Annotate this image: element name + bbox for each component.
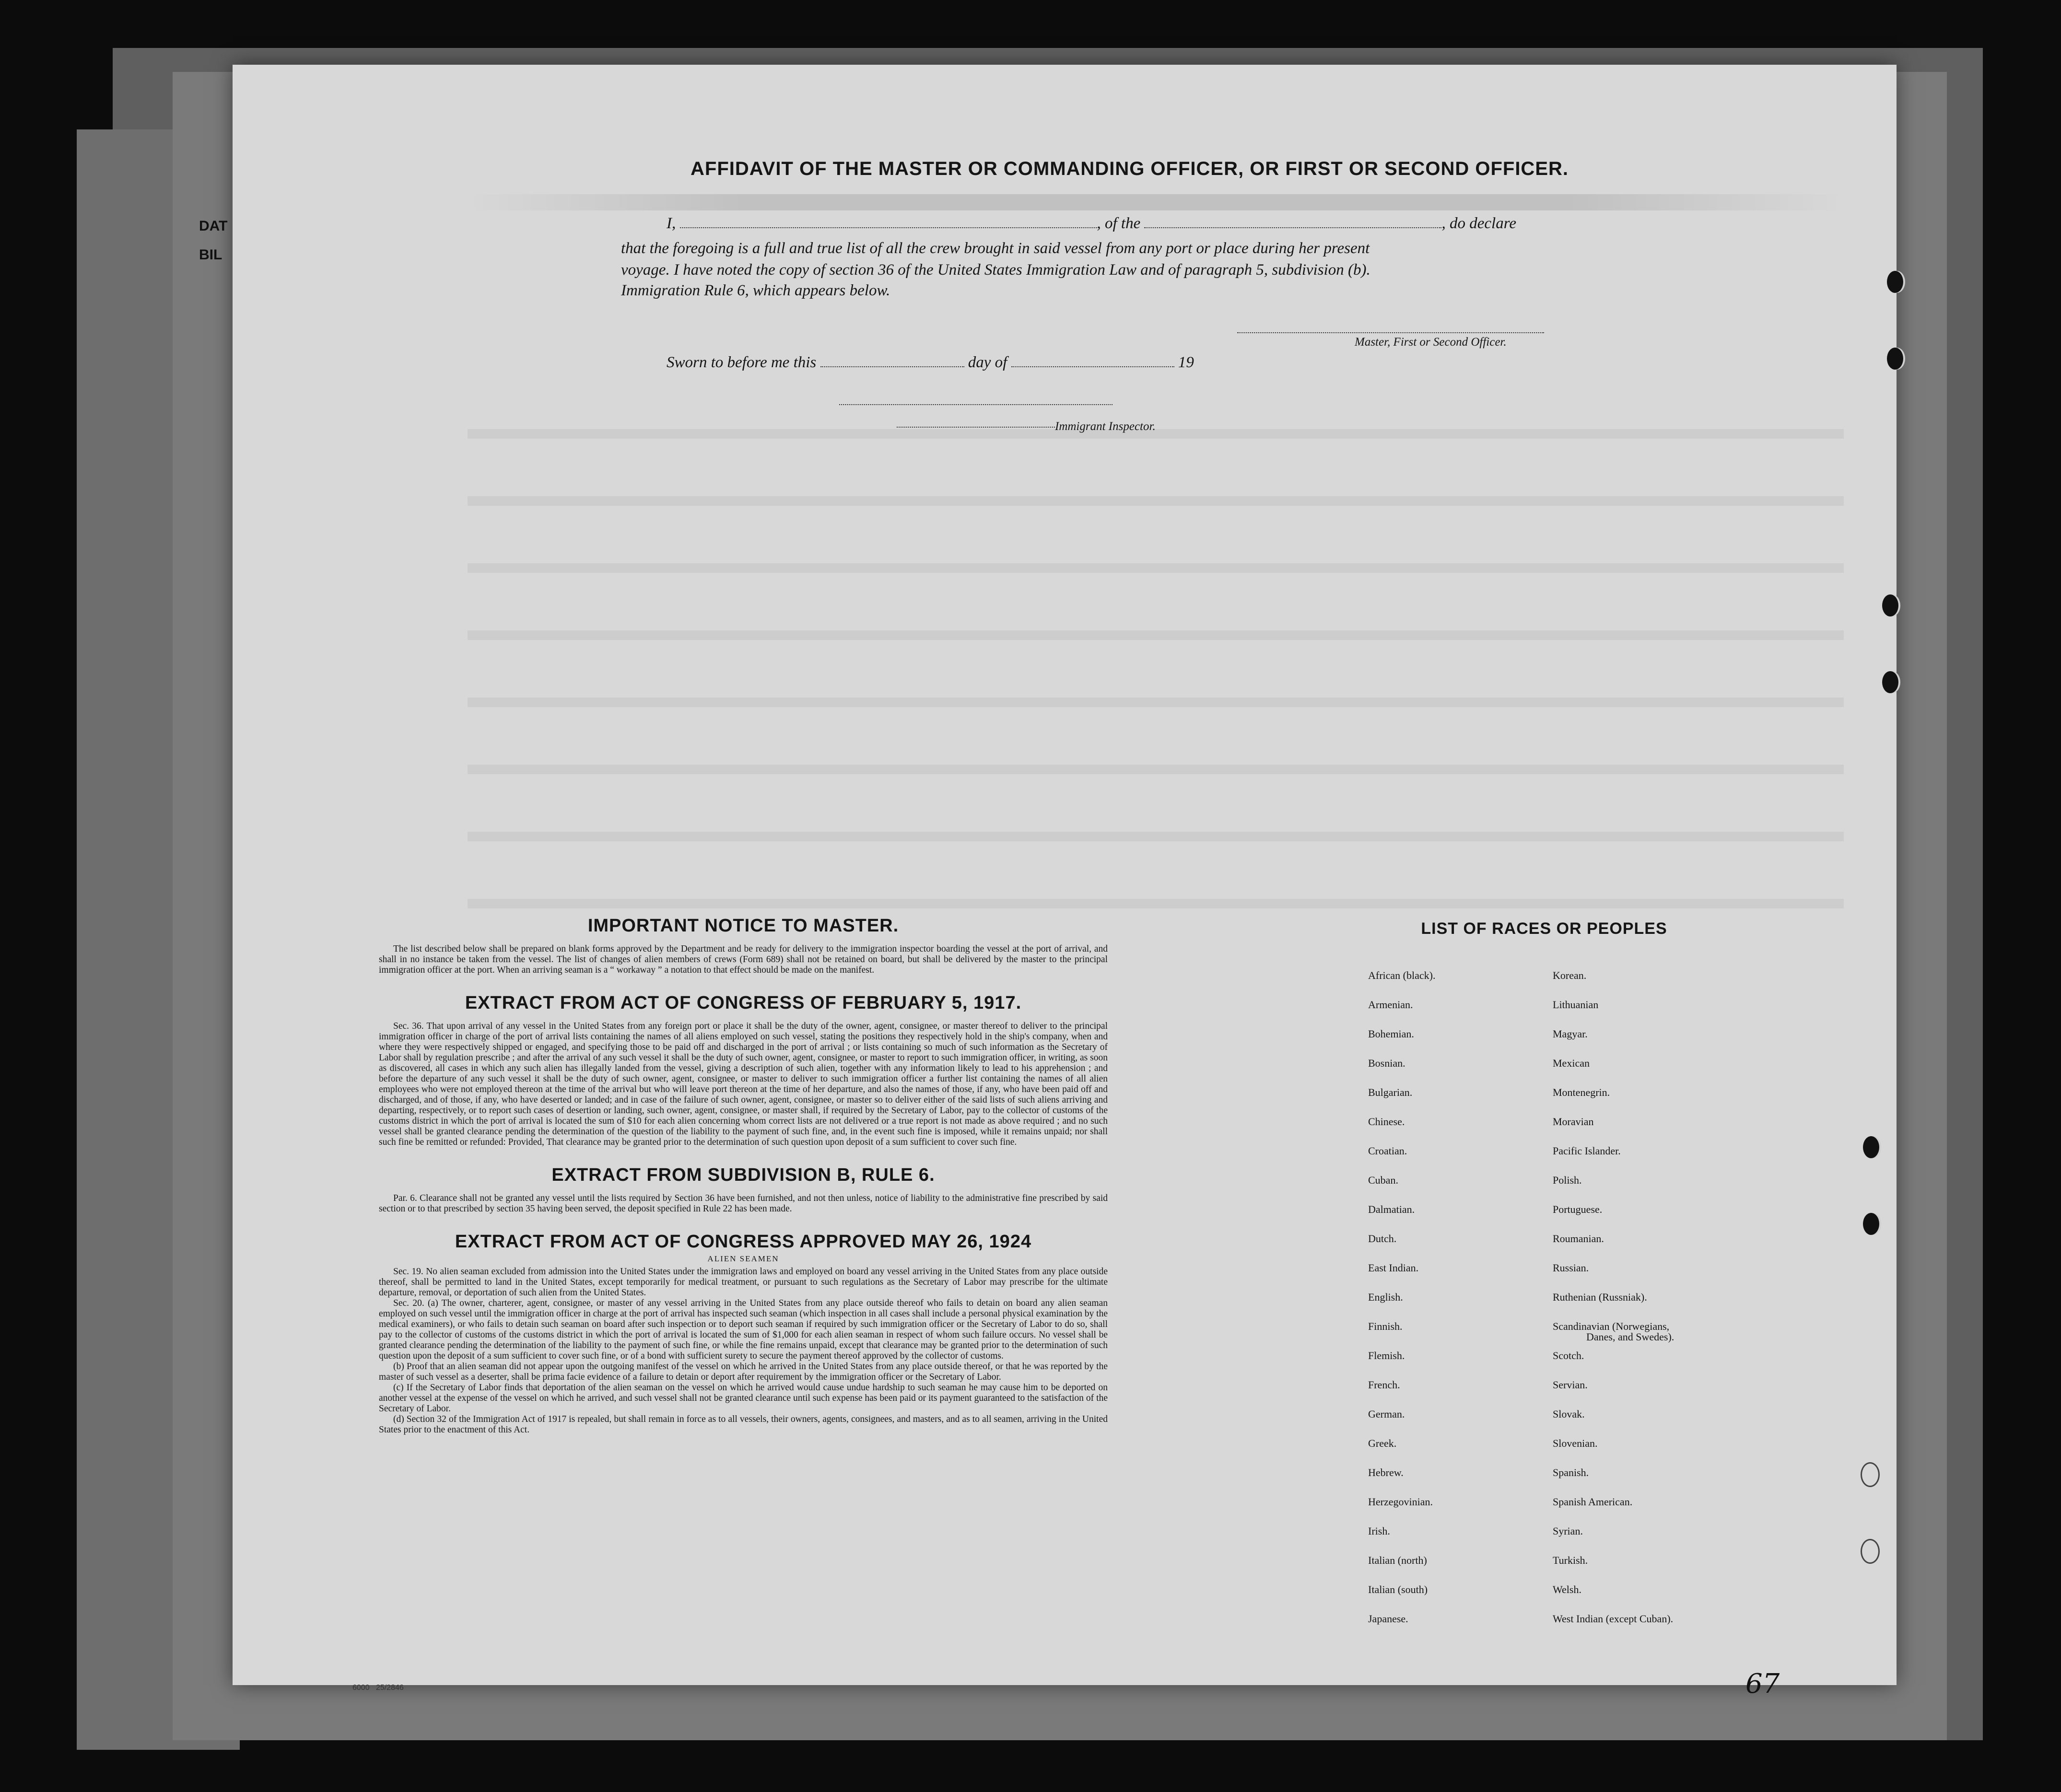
race-item — [1368, 1000, 1435, 1029]
race-name: Mexican — [1553, 1057, 1590, 1069]
form-number-value: 6000 — [352, 1684, 370, 1692]
race-name: Welsh. — [1553, 1583, 1581, 1595]
race-item — [1553, 1204, 1674, 1233]
race-item — [1553, 1614, 1674, 1643]
race-item — [1368, 1438, 1435, 1467]
race-item — [1553, 1117, 1674, 1146]
inspector-caption: Immigrant Inspector. — [1055, 420, 1156, 433]
race-item — [1368, 1380, 1435, 1409]
race-item — [1553, 1526, 1674, 1555]
race-item — [1368, 1584, 1435, 1614]
notice-body: The list described below shall be prepared on blank forms approved by the Department and be ready for delivery to the immigration inspector boarding the vessel at the port of arrival, and shall in no instance be taken from the vessel. The list of changes of alien members of crews (Form 689) shall not be retained on board, but shall be delivered by the master to the principal immigration officer at the port. When an arriving seaman is a “ workaway ” a notation to that effect should be made on the manifest. — [379, 944, 1108, 975]
bleed-through-band — [468, 429, 1844, 439]
race-name: Cuban. — [1368, 1174, 1398, 1186]
race-item — [1553, 1438, 1674, 1467]
extract-1924-sec19: Sec. 19. No alien seaman excluded from admission into the United States under the immigration laws and employed on board any vessel arriving in the United States from any place outside thereof, shall be permitted to land in the United States, except temporarily for medical treatment, or pursuant to such regulations as the Secretary of Labor may prescribe for the ultimate departure, removal, or deportation of such alien from the United States. — [379, 1267, 1108, 1298]
race-name: Armenian. — [1368, 999, 1413, 1011]
race-name: Korean. — [1553, 969, 1587, 981]
races-left-column — [1368, 970, 1435, 1643]
extract-1917-body: Sec. 36. That upon arrival of any vessel in the United States from any foreign port or place it shall be the duty of the owner, agent, consignee, or master thereof to deliver to the principal immigration officer in charge of the port of arrival lists containing the names of all aliens employed on such vessel, stating the positions they respectively hold in the ship's company, when and where they were respectively shipped or engaged, and specifying those to be paid off and discharged in the port of arrival ; or lists containing so much of such information as the Secretary of Labor shall by regulation prescribe ; and after the arrival of any such vessel it shall be the duty of such owner, agent, consignee, or master to report to such immigration officer, in writing, as soon as discovered, all cases in which any such alien has illegally landed from the vessel, giving a description of such alien, together with any information likely to lead to his apprehension ; and before the departure of any such vessel it shall be the duty of such owner, agent, consignee, or master to deliver to such immigration officer a further list containing the names of all alien employees who were not employed thereon at the time of the arrival but who will leave port thereon at the time of her departure, and also the names of those, if any, who have been paid off and discharged, and of those, if any, who have deserted or landed; and in case of the failure of such owner, agent, consignee, or master so to deliver either of the said lists of such aliens arriving and departing, respectively, or to report such cases of desertion or landing, such owner, agent, consignee, or master shall, if required by the Secretary of Labor, pay to the collector of customs of the customs district in which the port of arrival is located the sum of $10 for each alien concerning whom correct lists are not delivered or a true report is not made as above required ; and no such vessel shall be granted clearance pending the determination of the question of the liability to the payment of such fine, and, in the event such fine is imposed, while it remains unpaid; nor shall such fine be remitted or refunded: Provided, That clearance may be granted prior to the determination of such question upon deposit of a sum sufficient to cover such fine. — [379, 1021, 1108, 1147]
race-name: Bohemian. — [1368, 1028, 1414, 1040]
notice-title: IMPORTANT NOTICE TO MASTER. — [587, 916, 899, 936]
race-name: Lithuanian — [1553, 999, 1599, 1011]
extract-1924-sec20b: (b) Proof that an alien seaman did not appear upon the outgoing manifest of the vessel on which he arrived in the United States from any place outside thereof, or that he was reported by the master of such vessel as a deserter, shall be prima facie evidence of a failure to detain or deport after requirement by the immigration officer or the Secretary of Labor. — [379, 1361, 1108, 1382]
race-item — [1368, 1233, 1435, 1263]
race-item — [1368, 1058, 1435, 1087]
race-name: Slovenian. — [1553, 1437, 1598, 1449]
race-name: Chinese. — [1368, 1116, 1405, 1128]
race-item — [1368, 1204, 1435, 1233]
sworn-day-blank[interactable] — [820, 366, 964, 367]
race-name: Greek. — [1368, 1437, 1397, 1449]
extract-1924-sec20c: (c) If the Secretary of Labor finds that deportation of the alien seaman on the vessel on which he arrived would cause undue hardship to such seaman he may cause him to be deported on another vessel at the expense of the vessel on which he arrived, and such vessel shall not be granted clearance until such expense has been paid or its payment guaranteed to the satisfaction of the Secretary of Labor. — [379, 1383, 1108, 1414]
bleed-through-band — [468, 765, 1844, 774]
race-item — [1368, 1263, 1435, 1292]
bleed-through-band — [468, 194, 1844, 210]
punch-hole — [1863, 1213, 1879, 1235]
bleed-through-band — [468, 832, 1844, 841]
race-name: English. — [1368, 1291, 1403, 1303]
race-name: Pacific Islander. — [1553, 1145, 1621, 1157]
race-name-continuation: Danes, and Swedes). — [1586, 1331, 1675, 1343]
inspector-signature-line-2[interactable] — [897, 427, 1055, 428]
race-item — [1553, 1350, 1674, 1380]
race-item — [1553, 1087, 1674, 1117]
race-item — [1368, 1117, 1435, 1146]
inspector-signature-line[interactable] — [839, 404, 1112, 405]
race-name: Montenegrin. — [1553, 1086, 1610, 1098]
race-name: Flemish. — [1368, 1350, 1405, 1361]
race-name: Polish. — [1553, 1174, 1582, 1186]
extract-1924-title: EXTRACT FROM ACT OF CONGRESS APPROVED MAY 26, 1924 — [455, 1232, 1032, 1252]
race-name: Syrian. — [1553, 1525, 1583, 1537]
bleed-through-band — [468, 563, 1844, 573]
sworn-line — [667, 354, 1194, 372]
master-caption: Master, First or Second Officer. — [1355, 336, 1507, 349]
race-name: Scotch. — [1553, 1350, 1584, 1361]
race-name: East Indian. — [1368, 1262, 1419, 1274]
punch-hole — [1882, 594, 1898, 617]
affidavit-i: I, — [667, 215, 676, 232]
sworn-day-of: day of — [968, 354, 1007, 371]
race-item — [1368, 1614, 1435, 1643]
race-item — [1553, 1467, 1674, 1497]
race-item — [1553, 1409, 1674, 1438]
race-name: German. — [1368, 1408, 1405, 1420]
race-name: Slovak. — [1553, 1408, 1585, 1420]
race-name: Moravian — [1553, 1116, 1594, 1128]
punch-hole — [1861, 1462, 1880, 1487]
race-name: Turkish. — [1553, 1554, 1588, 1566]
race-item — [1553, 1000, 1674, 1029]
race-item — [1368, 1409, 1435, 1438]
race-name: Hebrew. — [1368, 1466, 1404, 1478]
race-name: Japanese. — [1368, 1613, 1408, 1625]
race-item — [1368, 970, 1435, 1000]
sworn-year: 19 — [1178, 354, 1194, 371]
races-title: LIST OF RACES OR PEOPLES — [1421, 919, 1667, 938]
bleed-through-band — [468, 630, 1844, 640]
extract-1924-sec20a: Sec. 20. (a) The owner, charterer, agent, consignee, or master of any vessel arriving in the United States from any place outside thereof who fails to detain on board any alien seaman employed on such vessel until the immigration officer in charge at the port of arrival has inspected such seaman (which inspection in all cases shall include a personal physical examination by the medical examiners), or who fails to detain such seaman on board after such inspection or to deport such seaman if required by such immigration officer or the Secretary of Labor to do so, shall pay to the collector of customs of the customs district in which the port of arrival is located the sum of $1,000 for each alien seaman in respect of whom such failure occurs. No vessel shall be granted clearance pending the determination of the liability to the payment of such fine, or while the fine remains unpaid, except that clearance may be granted prior to the determination of such question upon the deposit of a sum sufficient to cover such fine, or of a bond with sufficient surety to secure the payment thereof approved by the collector of customs. — [379, 1298, 1108, 1361]
extract-rule6-title: EXTRACT FROM SUBDIVISION B, RULE 6. — [551, 1165, 935, 1185]
notices-column — [379, 916, 1108, 1435]
form-number — [352, 1684, 404, 1692]
race-name: Irish. — [1368, 1525, 1390, 1537]
punch-hole — [1863, 1136, 1879, 1158]
race-name: Scandinavian (Norwegians, — [1553, 1320, 1670, 1332]
race-item — [1553, 1321, 1674, 1350]
race-name: Bosnian. — [1368, 1057, 1405, 1069]
race-item — [1368, 1555, 1435, 1584]
race-item — [1368, 1350, 1435, 1380]
race-name: Roumanian. — [1553, 1233, 1604, 1245]
race-name: Italian (south) — [1368, 1583, 1428, 1595]
races-right-column — [1553, 970, 1674, 1643]
race-item — [1553, 1146, 1674, 1175]
affidavit-do-declare: , do declare — [1441, 215, 1516, 232]
race-name: Russian. — [1553, 1262, 1589, 1274]
master-signature-line[interactable] — [1237, 332, 1544, 333]
race-item — [1368, 1292, 1435, 1321]
race-name: Italian (north) — [1368, 1554, 1427, 1566]
punch-hole — [1861, 1539, 1880, 1564]
race-name: Dalmatian. — [1368, 1203, 1415, 1215]
affidavit-declaration-line — [667, 215, 1516, 233]
bleed-through-band — [468, 899, 1844, 908]
race-item — [1553, 1555, 1674, 1584]
race-item — [1553, 1292, 1674, 1321]
race-name: Croatian. — [1368, 1145, 1407, 1157]
race-item — [1368, 1146, 1435, 1175]
affidavit-text-line: voyage. I have noted the copy of section 36 of the United States Immigration Law and of paragraph 5, subdivision (b). — [621, 261, 1370, 279]
sworn-month-blank[interactable] — [1011, 366, 1174, 367]
race-name: Spanish. — [1553, 1466, 1589, 1478]
race-item — [1368, 1467, 1435, 1497]
punch-hole — [1887, 271, 1903, 293]
race-name: Dutch. — [1368, 1233, 1397, 1245]
race-item — [1553, 970, 1674, 1000]
extract-1917-title: EXTRACT FROM ACT OF CONGRESS OF FEBRUARY 5, 1917. — [465, 993, 1022, 1013]
sworn-text: Sworn to before me this — [667, 354, 817, 371]
race-item — [1553, 1584, 1674, 1614]
race-name: Portuguese. — [1553, 1203, 1603, 1215]
extract-1924-subtitle: ALIEN SEAMEN — [707, 1254, 779, 1263]
race-name: West Indian (except Cuban). — [1553, 1613, 1674, 1625]
race-name: Spanish American. — [1553, 1496, 1633, 1508]
race-item — [1553, 1175, 1674, 1204]
race-name: Magyar. — [1553, 1028, 1588, 1040]
name-blank[interactable] — [680, 227, 1097, 228]
race-item — [1368, 1497, 1435, 1526]
race-name: Servian. — [1553, 1379, 1588, 1391]
vessel-blank[interactable] — [1144, 227, 1441, 228]
race-item — [1553, 1233, 1674, 1263]
race-item — [1553, 1058, 1674, 1087]
affidavit-title: AFFIDAVIT OF THE MASTER OR COMMANDING OFFICER, OR FIRST OR SECOND OFFICER. — [691, 158, 1569, 179]
race-item — [1368, 1526, 1435, 1555]
race-name: African (black). — [1368, 969, 1436, 981]
race-name: Ruthenian (Russniak). — [1553, 1291, 1647, 1303]
race-item — [1368, 1321, 1435, 1350]
bleed-through-band — [468, 698, 1844, 707]
punch-hole — [1887, 348, 1903, 370]
race-name: Bulgarian. — [1368, 1086, 1413, 1098]
extract-1924-sec20d: (d) Section 32 of the Immigration Act of 1917 is repealed, but shall remain in force as to all vessels, their owners, agents, consignees, and masters, and as to all seamen, arriving in the United States prior to the enactment of this Act. — [379, 1414, 1108, 1435]
race-item — [1368, 1087, 1435, 1117]
race-item — [1553, 1497, 1674, 1526]
race-name: Herzegovinian. — [1368, 1496, 1433, 1508]
form-code: 25/2846 — [375, 1684, 404, 1692]
page-number-handwritten: 67 — [1745, 1668, 1780, 1699]
race-item — [1553, 1380, 1674, 1409]
affidavit-text-line: Immigration Rule 6, which appears below. — [621, 282, 890, 299]
race-item — [1553, 1263, 1674, 1292]
affidavit-text-line: that the foregoing is a full and true list of all the crew brought in said vessel from any port or place during her present — [621, 240, 1370, 257]
race-item — [1553, 1029, 1674, 1058]
affidavit-of-the: , of the — [1097, 215, 1141, 232]
race-name: French. — [1368, 1379, 1400, 1391]
punch-hole — [1882, 671, 1898, 693]
extract-rule6-body: Par. 6. Clearance shall not be granted any vessel until the lists required by Section 36 have been furnished, and not then unless, notice of liability to the administrative fine prescribed by said section or to that prescribed by section 35 having been served, the deposit specified in Rule 22 has been made. — [379, 1193, 1108, 1214]
margin-mark-dat: DAT — [199, 218, 228, 234]
race-item — [1368, 1175, 1435, 1204]
race-item — [1368, 1029, 1435, 1058]
margin-mark-bil: BIL — [199, 247, 222, 263]
bleed-through-band — [468, 496, 1844, 506]
race-name: Finnish. — [1368, 1320, 1403, 1332]
